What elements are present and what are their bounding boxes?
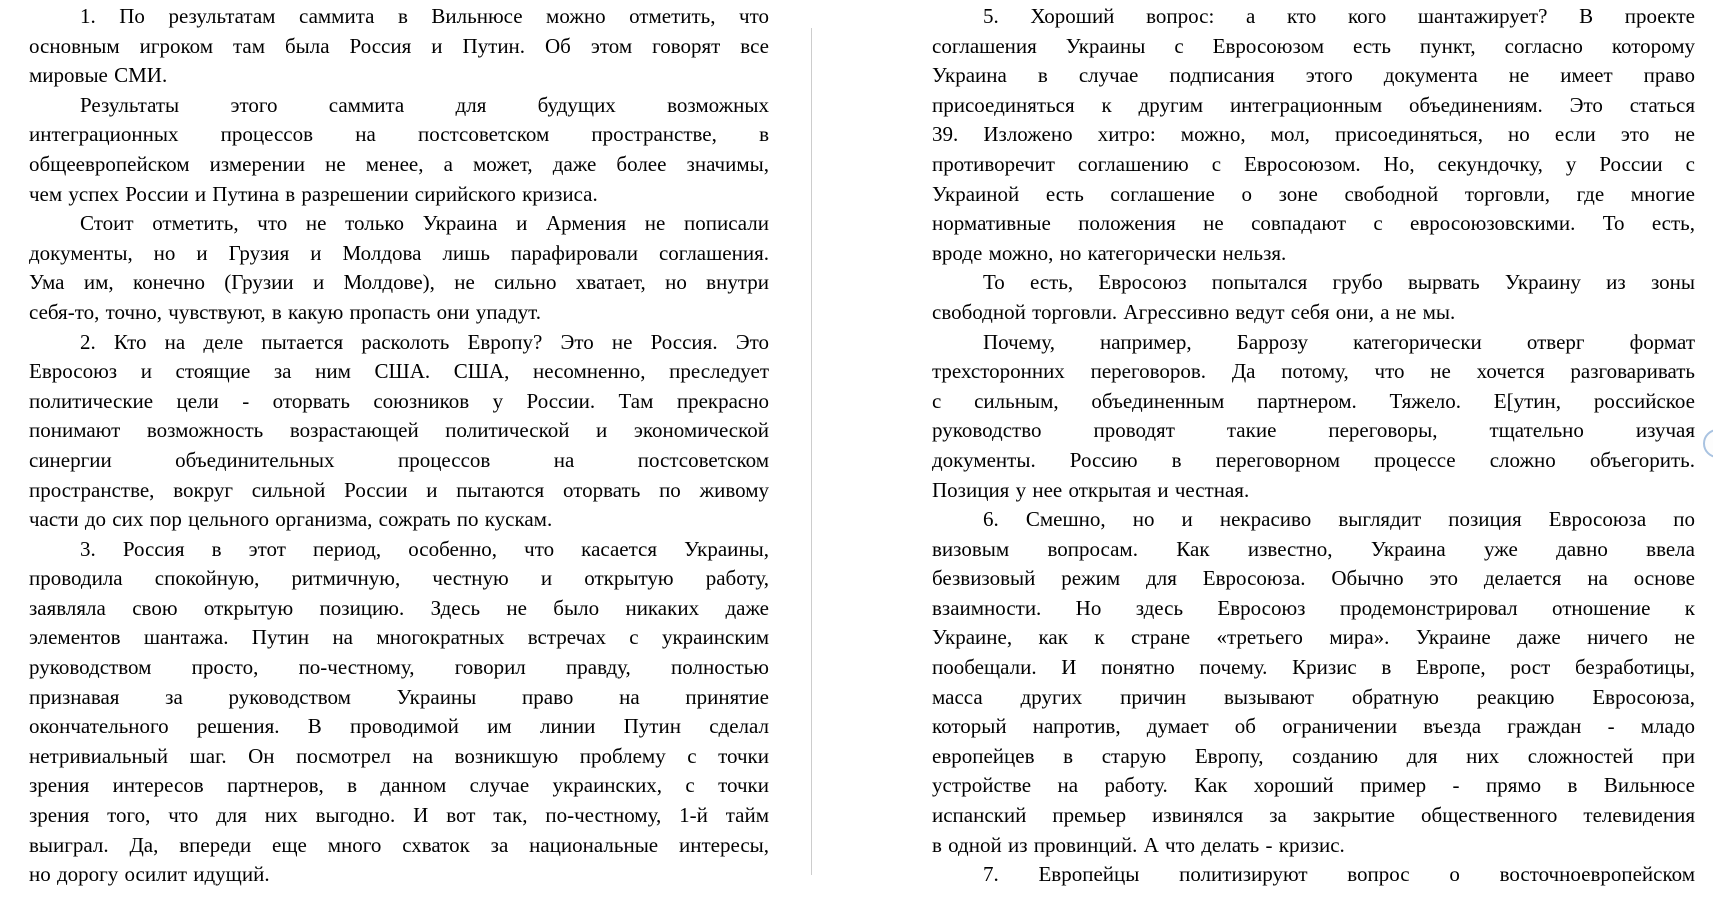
text-line: но дорогу осилит идущий. (29, 862, 270, 887)
text-line: зрения того, что для них выгодно. И вот так, по-честному, 1-й тайм (29, 803, 769, 828)
text-line: Ума им, конечно (Грузии и Молдове), не сильно хватает, но внутри (29, 270, 769, 295)
text-line: основным игроком там была Россия и Путин. Об этом говорят все (29, 33, 769, 58)
text-line: понимают возможность возрастающей политической и экономической (29, 418, 769, 443)
text-line: взаимности. Но здесь Евросоюз продемонстрировал отношение к (932, 595, 1695, 620)
text-line: документы, но и Грузия и Молдова лишь парафировали соглашения. (29, 240, 769, 265)
text-line: чем успех России и Путина в разрешении сирийского кризиса. (29, 181, 598, 206)
text-line: признавая за руководством Украины право на принятие (29, 684, 769, 709)
text-line: пообещали. И понятно почему. Кризис в Европе, рост безработицы, (932, 655, 1695, 680)
text-line: 5. Хороший вопрос: а кто кого шантажирует? В проекте (983, 4, 1695, 28)
text-line: соглашения Украины с Евросоюзом есть пункт, согласно которому (932, 33, 1695, 58)
text-line: испанский премьер извинялся за закрытие общественного телевидения (932, 803, 1695, 828)
text-line: нетривиальный шаг. Он посмотрел на возникшую проблему с точки (29, 743, 769, 768)
text-line: 1. По результатам саммита в Вильнюсе можно отметить, что (80, 4, 769, 28)
text-line: трехсторонних переговоров. Да потому, что не хочется разговаривать (932, 359, 1695, 384)
text-line: Почему, например, Баррозу категорически отверг формат (983, 329, 1695, 354)
text-line: элементов шантажа. Путин на многократных встречах с украинским (29, 625, 769, 650)
text-line: Евросоюз и стоящие за ним США. США, несомненно, преследует (29, 359, 769, 384)
text-line: зрения интересов партнеров, в данном случае украинских, с точки (29, 773, 769, 798)
text-line: 3. Россия в этот период, особенно, что касается Украины, (80, 536, 769, 561)
text-line: устройстве на работу. Как хороший пример - прямо в Вильнюсе (932, 773, 1695, 798)
text-line: мировые СМИ. (29, 63, 168, 88)
text-line: руководством просто, по-честному, говорил правду, полностью (29, 655, 769, 680)
text-line: безвизовый режим для Евросоюза. Обычно это делается на основе (932, 566, 1695, 591)
text-line: пространстве, вокруг сильной России и пытаются оторвать по живому (29, 477, 769, 502)
text-line: проводила спокойную, ритмичную, честную и открытую работу, (29, 566, 769, 591)
text-line: нормативные положения не совпадают с евросоюзовскими. То есть, (932, 211, 1695, 236)
column-divider (811, 28, 812, 875)
text-line: Стоит отметить, что не только Украина и Армения не пописали (80, 211, 769, 236)
text-line: Украина в случае подписания этого документа не имеет право (932, 63, 1695, 88)
floating-button-partial-icon[interactable] (1703, 429, 1713, 458)
text-line: политические цели - оторвать союзников у России. Там прекрасно (29, 388, 769, 413)
text-line: общеевропейском измерении не менее, а может, даже более значимы, (29, 151, 769, 176)
text-line: 6. Смешно, но и некрасиво выглядит позиция Евросоюза по (983, 507, 1695, 532)
text-line: свободной торговли. Агрессивно ведут себя они, а не мы. (932, 299, 1456, 324)
text-line: масса других причин вызывают обратную реакцию Евросоюза, (932, 684, 1695, 709)
text-line: 2. Кто на деле пытается расколоть Европу? Это не Россия. Это (80, 329, 769, 354)
text-line: части до сих пор цельного организма, сожрать по кускам. (29, 507, 553, 532)
text-line: с сильным, объединенным партнером. Тяжело. Е[утин, российское (932, 388, 1695, 413)
text-line: 39. Изложено хитро: можно, мол, присоединяться, но если это не (932, 122, 1695, 147)
text-line: То есть, Евросоюз попытался грубо вырвать Украину из зоны (983, 270, 1695, 295)
text-line: противоречит соглашению с Евросоюзом. Но, секундочку, у России с (932, 151, 1695, 176)
text-line: заявляла свою открытую позицию. Здесь не было никаких даже (29, 595, 769, 620)
text-line: Украине, как к стране «третьего мира». Украине даже ничего не (932, 625, 1695, 650)
text-line: в одной из провинций. А что делать - кризис. (932, 832, 1345, 857)
text-line: европейцев в старую Европу, созданию для них сложностей при (932, 743, 1695, 768)
text-line: который напротив, думает об ограничении въезда граждан - младо (932, 714, 1695, 739)
text-line: руководство проводят такие переговоры, тщательно изучая (932, 418, 1695, 443)
text-line: интеграционных процессов на постсоветском пространстве, в (29, 122, 769, 147)
text-line: Позиция у нее открытая и честная. (932, 477, 1250, 502)
text-line: выиграл. Да, впереди еще много схваток за национальные интересы, (29, 832, 769, 857)
text-line: визовым вопросам. Как известно, Украина уже давно ввела (932, 536, 1695, 561)
text-line: Украиной есть соглашение о зоне свободной торговли, где многие (932, 181, 1695, 206)
text-line: 7. Европейцы политизируют вопрос о восточноевропейском (983, 862, 1695, 887)
text-line: присоединяться к другим интеграционным объединениям. Это статься (932, 92, 1695, 117)
text-line: себя-то, точно, чувствуют, в какую пропасть они упадут. (29, 299, 541, 324)
text-column-right (932, 2, 1695, 890)
text-line: окончательного решения. В проводимой им линии Путин сделал (29, 714, 769, 739)
text-line: синергии объединительных процессов на постсоветском (29, 447, 769, 472)
text-column-left (29, 2, 769, 890)
text-line: вроде можно, но категорически нельзя. (932, 240, 1287, 265)
text-line: Результаты этого саммита для будущих возможных (80, 92, 769, 117)
text-line: документы. Россию в переговорном процессе сложно объегорить. (932, 447, 1695, 472)
